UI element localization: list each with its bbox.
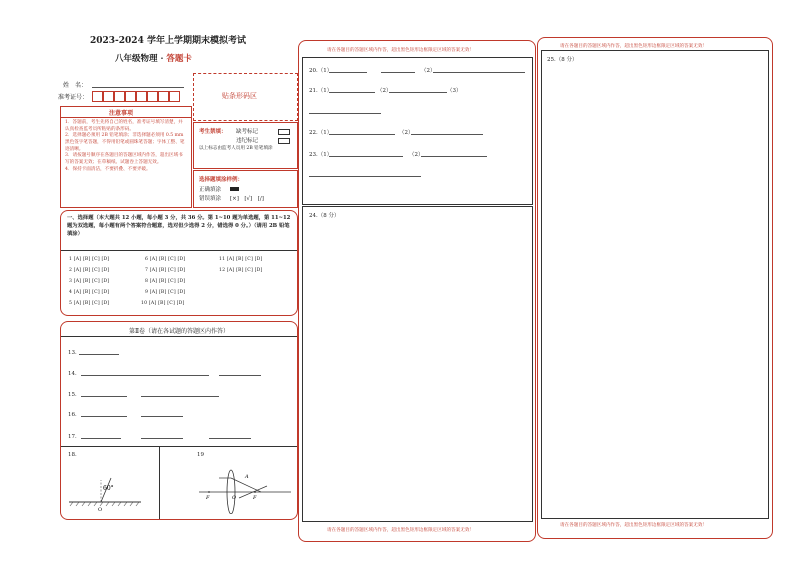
id-cell[interactable]	[114, 91, 125, 102]
q15-blank-1[interactable]	[81, 396, 127, 397]
correct-fill-label: 正确填涂	[199, 187, 222, 193]
q22b-label: （2）	[399, 130, 414, 136]
q13-blank[interactable]	[79, 354, 119, 355]
middle-bottom-warning: 请在各题目的答题区域内作答，超出黑色矩形边框限定区域的答案无效！	[327, 528, 475, 533]
choice-row-6[interactable]: 6 [A] [B] [C] [D]	[145, 257, 186, 262]
lens-center-label: O	[232, 495, 237, 501]
name-field[interactable]	[92, 87, 184, 88]
section2-box	[60, 321, 298, 520]
q20-23-box	[302, 57, 533, 205]
middle-answer-panel	[298, 40, 536, 542]
q15-blank-2[interactable]	[141, 396, 219, 397]
card-subtitle	[115, 52, 192, 64]
q21b-label: （2）	[377, 88, 392, 94]
q16-label: 16．	[68, 412, 81, 418]
barcode-area	[193, 73, 298, 121]
q20-label: 20.（1）	[309, 68, 333, 74]
section1-intro: 一、选择题（本大题共 12 小题，每小题 3 分，共 36 分。第 1~10 题为单选题，第 11~12 题为双选题，每小题有两个答案符合题意，选对但少选得 2 分，错选得 0 分。）（请用 2B 铅笔填涂）	[67, 215, 291, 237]
q20b-label: （2）	[421, 68, 436, 74]
q21-blank-2[interactable]	[389, 92, 447, 93]
section2-heading: 第Ⅱ卷（请在各试题的答题区内作答）	[128, 328, 230, 335]
id-cell[interactable]	[92, 91, 103, 102]
q21-label: 21.（1）	[309, 88, 333, 94]
q17-blank-3[interactable]	[209, 438, 251, 439]
q22-label: 22.（1）	[309, 130, 333, 136]
q21-blank-1[interactable]	[329, 92, 375, 93]
choice-row-12[interactable]: 12 [A] [B] [C] [D]	[219, 268, 263, 273]
id-cell[interactable]	[158, 91, 169, 102]
note-item-4: 4．保持卡面清洁，不要折叠、不要弄破。	[65, 166, 151, 172]
status-instruction: 以上标志由监考人员用 2B 铅笔填涂	[199, 146, 273, 151]
choice-row-5[interactable]: 5 [A] [B] [C] [D]	[69, 301, 110, 306]
q23-label: 23.（1）	[309, 152, 333, 158]
q17-blank-1[interactable]	[81, 438, 121, 439]
wrong-fill-label: 错误填涂	[199, 196, 222, 202]
q17-label: 17．	[68, 434, 81, 440]
subtitle-red: 答题卡	[166, 54, 192, 64]
q17-blank-2[interactable]	[141, 438, 183, 439]
q23-blank-2[interactable]	[421, 156, 487, 157]
q19-label: 19	[197, 452, 204, 458]
barcode-label: 贴条形码区	[222, 92, 257, 100]
ray-point-label: A	[245, 474, 249, 480]
right-top-warning: 请在各题目的答题区域内作答，超出黑色矩形边框限定区域的答案无效！	[560, 44, 708, 49]
id-cell[interactable]	[169, 91, 180, 102]
q21c-label: （3）	[447, 88, 462, 94]
q20-blank-2[interactable]	[381, 72, 415, 73]
q19-lens-diagram	[195, 464, 295, 514]
q22-blank-1[interactable]	[329, 134, 395, 135]
q18-mirror-diagram	[65, 472, 145, 512]
q14-blank-1[interactable]	[81, 375, 209, 376]
notes-list	[65, 120, 187, 173]
q25-label: 25.（8 分）	[547, 57, 578, 63]
exam-status-box	[193, 122, 298, 169]
choice-row-11[interactable]: 11 [A] [B] [C] [D]	[219, 257, 263, 262]
q13-label: 13．	[68, 350, 81, 356]
name-label: 姓 名：	[63, 82, 88, 89]
id-cell[interactable]	[125, 91, 136, 102]
q16-blank-2[interactable]	[141, 416, 183, 417]
q14-blank-2[interactable]	[219, 375, 261, 376]
absent-checkbox[interactable]	[278, 129, 290, 135]
choice-row-10[interactable]: 10 [A] [B] [C] [D]	[141, 301, 185, 306]
fill-example-heading: 选择题填涂样例：	[199, 177, 244, 183]
choice-row-8[interactable]: 8 [A] [B] [C] [D]	[145, 279, 186, 284]
id-boxes[interactable]	[92, 91, 188, 102]
note-item-1: 1．答题前，考生先将自己的姓名，准考证号填写清楚，并认真检查监考员所粘贴的条形码。	[65, 120, 183, 132]
id-label: 准考证号：	[58, 94, 89, 101]
q18-label: 18.	[68, 452, 77, 458]
note-item-3: 3．请按题号顺序在各题目的答题区域内作答，超出区域书写的答案无效；在草稿纸、试题卷上答题无效。	[65, 153, 183, 165]
choice-row-3[interactable]: 3 [A] [B] [C] [D]	[69, 279, 110, 284]
angle-label: 60°	[103, 485, 114, 492]
choice-row-4[interactable]: 4 [A] [B] [C] [D]	[69, 290, 110, 295]
subtitle-main: 八年级物理	[115, 54, 158, 64]
choice-row-7[interactable]: 7 [A] [B] [C] [D]	[145, 268, 186, 273]
exam-title: 2023-2024 学年上学期期末模拟考试	[90, 36, 246, 46]
q25-box[interactable]	[541, 50, 769, 519]
right-answer-panel	[537, 37, 773, 539]
q23-blank-1[interactable]	[329, 156, 403, 157]
section1-box	[60, 210, 298, 316]
q20-blank-3[interactable]	[433, 72, 525, 73]
q23b-label: （2）	[409, 152, 424, 158]
q16-blank-1[interactable]	[81, 416, 127, 417]
q15-label: 15．	[68, 392, 81, 398]
q24-box[interactable]	[302, 206, 533, 522]
exam-status-label: 考生禁填：	[199, 129, 227, 135]
id-cell[interactable]	[103, 91, 114, 102]
subtitle-dot: ·	[160, 54, 164, 64]
choice-row-9[interactable]: 9 [A] [B] [C] [D]	[145, 290, 186, 295]
notes-box	[60, 106, 192, 208]
choice-row-2[interactable]: 2 [A] [B] [C] [D]	[69, 268, 110, 273]
point-o-label: O	[98, 507, 103, 512]
q21-blank-3[interactable]	[309, 113, 381, 114]
id-cell[interactable]	[136, 91, 147, 102]
middle-top-warning: 请在各题目的答题区域内作答，超出黑色矩形边框限定区域的答案无效！	[327, 48, 475, 53]
notes-heading: 注意事项	[109, 110, 134, 117]
q22-blank-2[interactable]	[411, 134, 483, 135]
note-item-2: 2．选择题必须用 2B 铅笔填涂；非选择题必须用 0.5 mm 黑色签字笔答题，不得用铅笔或圆珠笔答题；字体工整、笔迹清晰。	[65, 133, 185, 152]
q24-label: 24.（8 分）	[309, 213, 340, 219]
absent-label: 缺考标记	[236, 129, 259, 135]
focus-left-label: F	[206, 495, 210, 501]
q20-blank-1[interactable]	[329, 72, 367, 73]
correct-fill-mark	[230, 187, 239, 191]
id-cell[interactable]	[147, 91, 158, 102]
q23-blank-3[interactable]	[309, 176, 421, 177]
wrong-fill-marks: [×] [√] [/]	[230, 196, 264, 202]
violation-checkbox[interactable]	[278, 138, 290, 144]
q14-label: 14．	[68, 371, 81, 377]
focus-right-label: F	[253, 495, 257, 501]
fill-example-box	[193, 170, 298, 208]
violation-label: 违纪标记	[236, 138, 259, 144]
right-bottom-warning: 请在各题目的答题区域内作答，超出黑色矩形边框限定区域的答案无效！	[560, 523, 708, 528]
choice-row-1[interactable]: 1 [A] [B] [C] [D]	[69, 257, 110, 262]
